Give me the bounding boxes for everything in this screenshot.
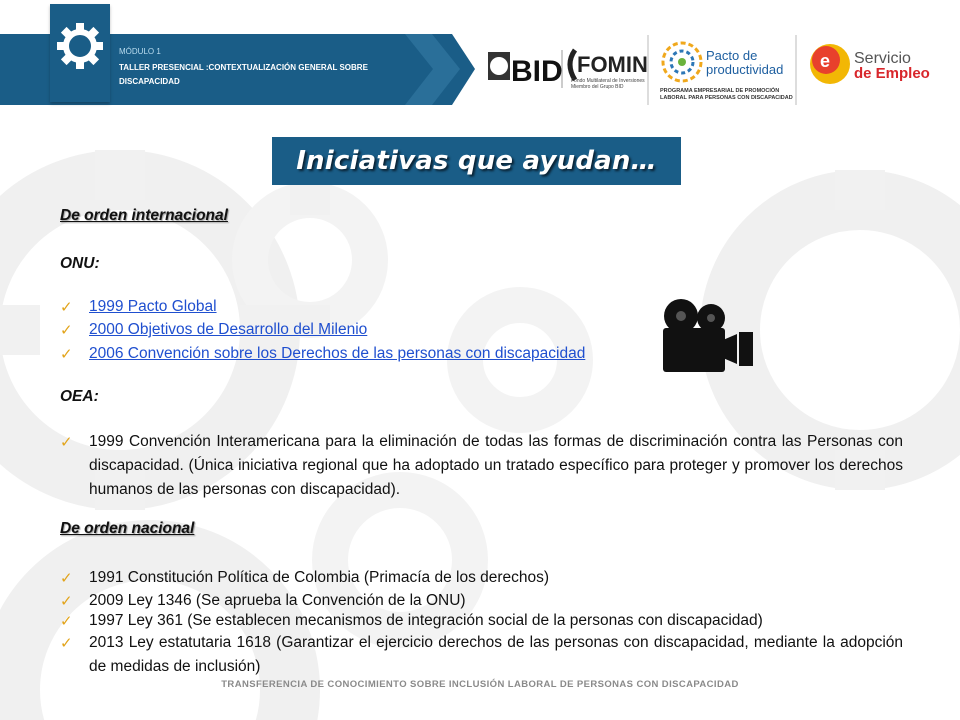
fomin-caption-2: Miembro del Grupo BID — [571, 84, 624, 90]
checkmark-icon: ✓ — [60, 612, 73, 630]
oea-item-text: 1999 Convención Interamericana para la eliminación de todas las formas de discriminación contra las Personas con discapacidad. (Única iniciativa regional que ha adoptado un tratado específico para proteger y promover los derechos humanos de las personas con discapacidad). — [89, 433, 903, 498]
list-item — [60, 566, 903, 590]
checkmark-icon: ✓ — [60, 298, 73, 316]
onu-label: ONU: — [60, 255, 100, 272]
footer-caption: TRANSFERENCIA DE CONOCIMIENTO SOBRE INCLUSIÓN LABORAL DE PERSONAS CON DISCAPACIDAD — [221, 679, 739, 690]
checkmark-icon: ✓ — [60, 592, 73, 610]
checkmark-icon: ✓ — [60, 634, 73, 652]
list-item — [60, 631, 903, 679]
list-item — [60, 318, 903, 342]
video-camera-icon[interactable] — [657, 298, 755, 374]
international-heading: De orden internacional — [60, 207, 228, 224]
slide-title: Iniciativas que ayudan… — [296, 146, 657, 176]
gear-icon — [54, 20, 106, 72]
link-convencion-derechos[interactable]: 2006 Convención sobre los Derechos de las personas con discapacidad — [89, 345, 586, 362]
link-pacto-global[interactable]: 1999 Pacto Global — [89, 298, 217, 315]
pacto-caption-2: LABORAL PARA PERSONAS CON DISCAPACIDAD — [660, 95, 793, 101]
servicio-text-2: de Empleo — [854, 65, 930, 82]
pacto-text-1: Pacto de — [706, 48, 758, 63]
workshop-title: TALLER PRESENCIAL :CONTEXTUALIZACIÓN GENERAL SOBRE DISCAPACIDAD — [119, 63, 368, 86]
list-item — [60, 430, 903, 502]
pacto-productividad-logo — [660, 43, 793, 101]
national-item-text: 1997 Ley 361 (Se establecen mecanismos de integración social de la personas con discapacidad) — [89, 612, 763, 629]
pacto-caption-1: PROGRAMA EMPRESARIAL DE PROMOCIÓN — [660, 88, 780, 94]
fomin-caption-1: Fondo Multilateral de Inversiones — [571, 78, 645, 84]
slide-title-banner — [272, 137, 681, 185]
link-objetivos-milenio[interactable]: 2000 Objetivos de Desarrollo del Milenio — [89, 321, 368, 338]
national-item-text: 1991 Constitución Política de Colombia (Primacía de los derechos) — [89, 569, 550, 586]
pacto-text-2: productividad — [706, 62, 784, 77]
bid-logo — [488, 52, 563, 88]
module-gear-badge — [50, 4, 110, 102]
checkmark-icon: ✓ — [60, 433, 73, 451]
checkmark-icon: ✓ — [60, 569, 73, 587]
national-item-text: 2013 Ley estatutaria 1618 (Garantizar el ejercicio derechos de las personas con discapacidad, mediante la adopción de medidas de inclusión) — [89, 634, 903, 675]
checkmark-icon: ✓ — [60, 345, 73, 363]
oea-label: OEA: — [60, 388, 99, 405]
national-heading: De orden nacional — [60, 520, 195, 537]
svg-text:e: e — [820, 51, 831, 71]
national-item-text: 2009 Ley 1346 (Se aprueba la Convención de la ONU) — [89, 592, 466, 609]
module-label: MÓDULO 1 — [119, 47, 161, 56]
list-item — [60, 342, 903, 366]
servicio-empleo-logo — [810, 44, 930, 84]
partner-logos — [480, 0, 960, 110]
fomin-logo-text: FOMIN — [577, 52, 648, 77]
fomin-logo — [570, 50, 648, 90]
servicio-text-1: Servicio — [854, 50, 911, 67]
list-item — [60, 609, 903, 633]
bid-logo-text: BID — [511, 55, 563, 88]
list-item — [60, 295, 903, 319]
checkmark-icon: ✓ — [60, 321, 73, 339]
